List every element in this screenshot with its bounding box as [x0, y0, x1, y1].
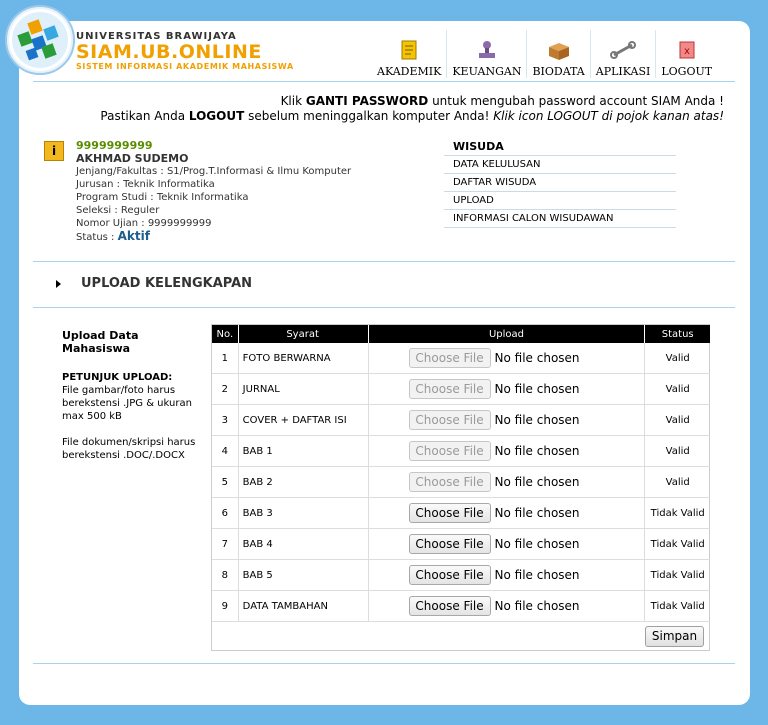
student-name: AKHMAD SUDEMO: [76, 152, 189, 165]
row-upload: [368, 467, 645, 498]
upload-instructions: [62, 329, 202, 462]
section-title: UPLOAD KELENGKAPAN: [81, 276, 253, 291]
logo-icon: [7, 7, 73, 73]
student-status: [76, 230, 351, 244]
file-name: No file chosen: [494, 568, 580, 582]
menu-item-informasi-calon-wisudawan[interactable]: INFORMASI CALON WISUDAWAN: [444, 210, 676, 228]
row-no: 6: [212, 498, 238, 529]
file-name: No file chosen: [494, 351, 580, 365]
file-name: No file chosen: [494, 444, 580, 458]
choose-file-button[interactable]: Choose File: [409, 596, 491, 616]
row-syarat: BAB 4: [238, 529, 368, 560]
table-row: [212, 374, 710, 405]
nav-akademik[interactable]: [372, 30, 447, 78]
choose-file-button[interactable]: Choose File: [409, 565, 491, 585]
row-no: 9: [212, 591, 238, 622]
side-title: Upload Data Mahasiswa: [62, 329, 139, 355]
file-name: No file chosen: [494, 599, 580, 613]
col-header-upload: Upload: [368, 325, 645, 343]
stamp-icon: [476, 39, 498, 61]
notice-logout-text: LOGOUT: [188, 109, 245, 123]
menu-item-data-kelulusan[interactable]: DATA KELULUSAN: [444, 156, 676, 174]
student-nim: 9999999999: [76, 139, 153, 152]
row-syarat: BAB 2: [238, 467, 368, 498]
box-icon: [547, 39, 571, 61]
notice-text: Pastikan Anda: [100, 109, 189, 123]
table-row: [212, 436, 710, 467]
divider: [33, 663, 735, 664]
university-name: UNIVERSITAS BRAWIJAYA: [76, 31, 237, 42]
simpan-button[interactable]: Simpan: [645, 626, 704, 647]
menu-item-upload[interactable]: UPLOAD: [444, 192, 676, 210]
wrench-icon: [610, 39, 636, 61]
row-syarat: COVER + DAFTAR ISI: [238, 405, 368, 436]
col-header-no: No.: [212, 325, 238, 343]
file-name: No file chosen: [494, 382, 580, 396]
siam-logo[interactable]: [5, 5, 75, 75]
row-upload: [368, 374, 645, 405]
col-header-syarat: Syarat: [238, 325, 368, 343]
row-upload: [368, 591, 645, 622]
table-row: [212, 591, 710, 622]
student-jurusan: Jurusan : Teknik Informatika: [76, 179, 215, 190]
col-header-status: Status: [645, 325, 710, 343]
nav-label: LOGOUT: [661, 65, 713, 78]
student-seleksi: Seleksi : Reguler: [76, 205, 160, 216]
choose-file-button: Choose File: [409, 472, 491, 492]
table-row: [212, 343, 710, 374]
row-status: Tidak Valid: [645, 560, 710, 591]
row-upload: [368, 436, 645, 467]
menu-title: WISUDA: [444, 138, 676, 156]
nav-label: AKADEMIK: [377, 65, 442, 78]
nav-biodata[interactable]: [527, 30, 590, 78]
nav-logout[interactable]: [656, 30, 717, 78]
row-upload: [368, 405, 645, 436]
student-jenjang: Jenjang/Fakultas : S1/Prog.T.Informasi & Ilmu Komputer: [76, 166, 352, 177]
row-status: Tidak Valid: [645, 529, 710, 560]
choose-file-button: Choose File: [409, 441, 491, 461]
row-upload: [368, 498, 645, 529]
row-upload: [368, 343, 645, 374]
row-syarat: JURNAL: [238, 374, 368, 405]
section-header: [56, 276, 252, 291]
notebook-icon: [398, 39, 420, 61]
nav-aplikasi[interactable]: [591, 30, 657, 78]
petunjuk-gambar: File gambar/foto harus berekstensi .JPG & ukuran max 500 kB: [62, 385, 192, 422]
row-status: Valid: [645, 343, 710, 374]
info-icon: i: [44, 141, 64, 161]
student-nomor-ujian: Nomor Ujian : 9999999999: [76, 218, 212, 229]
divider: [33, 81, 735, 82]
app-subtitle: SISTEM INFORMASI AKADEMIK MAHASISWA: [76, 62, 294, 71]
student-info: [76, 139, 351, 244]
row-status: Valid: [645, 467, 710, 498]
row-upload: [368, 529, 645, 560]
file-name: No file chosen: [494, 506, 580, 520]
file-name: No file chosen: [494, 537, 580, 551]
table-row: [212, 560, 710, 591]
table-row: [212, 405, 710, 436]
svg-text:x: x: [683, 46, 690, 57]
notice-text: Klik: [280, 94, 306, 108]
wisuda-menu: [444, 138, 676, 228]
row-syarat: FOTO BERWARNA: [238, 343, 368, 374]
upload-table-container: [211, 324, 710, 651]
caret-right-icon: [56, 280, 61, 288]
row-no: 1: [212, 343, 238, 374]
choose-file-button: Choose File: [409, 379, 491, 399]
row-no: 2: [212, 374, 238, 405]
row-syarat: BAB 1: [238, 436, 368, 467]
nav-label: KEUANGAN: [452, 65, 522, 78]
row-no: 5: [212, 467, 238, 498]
file-name: No file chosen: [494, 475, 580, 489]
nav-keuangan[interactable]: [447, 30, 527, 78]
petunjuk-title: PETUNJUK UPLOAD:: [62, 372, 173, 383]
row-syarat: BAB 5: [238, 560, 368, 591]
choose-file-button[interactable]: Choose File: [409, 534, 491, 554]
app-name: SIAM.UB.ONLINE: [76, 41, 262, 63]
choose-file-button: Choose File: [409, 348, 491, 368]
notice-italic: Klik icon LOGOUT di pojok kanan atas!: [493, 109, 724, 123]
row-syarat: DATA TAMBAHAN: [238, 591, 368, 622]
choose-file-button[interactable]: Choose File: [409, 503, 491, 523]
brand: [76, 31, 294, 71]
divider: [33, 261, 735, 262]
row-status: Valid: [645, 436, 710, 467]
logout-icon: [676, 39, 698, 61]
row-upload: [368, 560, 645, 591]
password-notice: [100, 94, 724, 124]
row-status: Valid: [645, 374, 710, 405]
row-status: Valid: [645, 405, 710, 436]
notice-text: sebelum meninggalkan komputer Anda!: [244, 109, 494, 123]
ganti-password-link[interactable]: GANTI PASSWORD: [305, 94, 429, 108]
status-label: Status :: [76, 232, 118, 243]
row-no: 3: [212, 405, 238, 436]
petunjuk-dokumen: File dokumen/skripsi harus berekstensi .DOC/.DOCX: [62, 437, 196, 461]
upload-table: [212, 325, 710, 622]
table-row: [212, 467, 710, 498]
student-prodi: Program Studi : Teknik Informatika: [76, 192, 249, 203]
row-status: Tidak Valid: [645, 498, 710, 529]
status-value: Aktif: [117, 229, 150, 243]
file-name: No file chosen: [494, 413, 580, 427]
top-nav: [372, 30, 717, 80]
divider: [33, 307, 735, 308]
table-row: [212, 498, 710, 529]
row-no: 7: [212, 529, 238, 560]
row-no: 4: [212, 436, 238, 467]
choose-file-button: Choose File: [409, 410, 491, 430]
row-syarat: BAB 3: [238, 498, 368, 529]
table-row: [212, 529, 710, 560]
menu-item-daftar-wisuda[interactable]: DAFTAR WISUDA: [444, 174, 676, 192]
notice-text: untuk mengubah password account SIAM Anda !: [428, 94, 724, 108]
row-no: 8: [212, 560, 238, 591]
nav-label: BIODATA: [532, 65, 585, 78]
row-status: Tidak Valid: [645, 591, 710, 622]
nav-label: APLIKASI: [595, 65, 651, 78]
